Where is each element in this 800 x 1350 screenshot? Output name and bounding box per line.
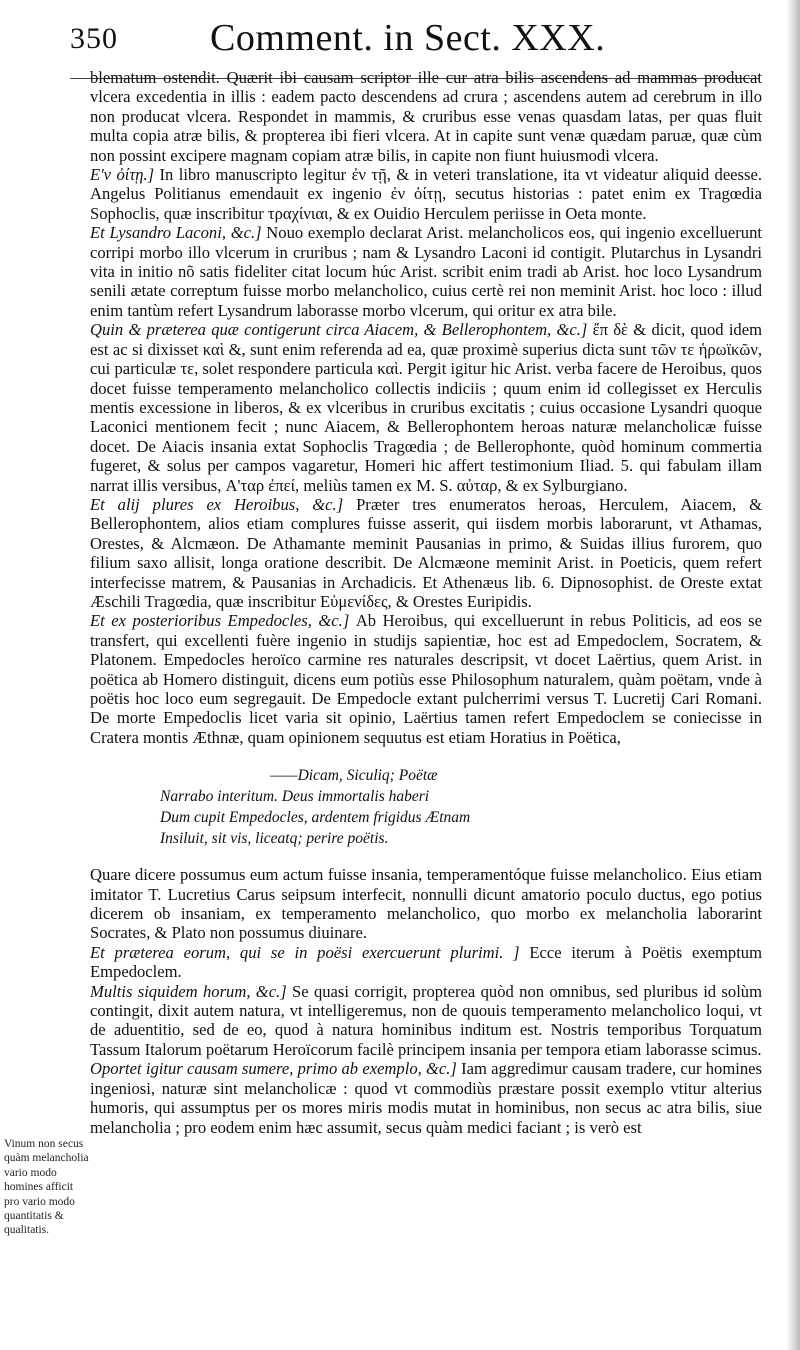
paragraph [90, 611, 762, 747]
main-text [90, 68, 762, 1137]
page-header [70, 14, 750, 66]
verse-line: Dum cupit Empedocles, ardentem frigidus Ætnam [160, 809, 471, 827]
running-title: Comment. in Sect. XXX. [210, 17, 606, 59]
verse-line: Narrabo interitum. Deus immortalis haberi [160, 788, 430, 806]
paragraph [90, 165, 762, 223]
paragraph [90, 223, 762, 320]
paragraph [90, 68, 762, 165]
lemma: Et præterea eorum, qui se in poësi exercuerunt plurimi. ] [90, 942, 530, 962]
paragraph [90, 865, 762, 943]
paragraph-text: blematum ostendit. Quærit ibi causam scriptor ille cur atra bilis ascendens ad mammas producat vlcera excedentia in illis : eadem pacto descendens ad crura ; ascendens autem ad cerebrum in illo non producat vlcera. Respondet in mammis, & cruribus esse venas quasdam latas, per quas fluit multa copia atræ bilis, & propterea ibi fieri vlcera. At in capite sunt venæ quædam paruæ, quæ cùm non possint excipere magnam copiam atræ bilis, in capite non fiunt huiusmodi vlcera. [90, 68, 762, 165]
paragraph [90, 1059, 762, 1137]
paragraph-text: Se quasi corrigit, propterea quòd non omnibus, sed pluribus id solùm contingit, dixit autem natura, vt intelligeremus, non de quouis temperamento melancholico loqui, vt de aduentitio, sed de eo, quod à natura hominibus inditum est. Nostris temporibus Torquatum Tassum Italorum poëtarum Heroïcorum facilè principem insania per tempora etiam laborasse scimus. [90, 981, 763, 1059]
paragraph [90, 982, 762, 1060]
marginal-note: Vinum non secus quàm melancholia vario modo homines afficit pro vario modo quantitatis & qualitatis. [4, 1138, 89, 1237]
lemma: Multis siquidem horum, &c.] [90, 981, 293, 1001]
lemma: Oportet igitur causam sumere, primo ab exemplo, &c.] [90, 1059, 462, 1079]
verse-line: ——Dicam, Siculiq; Poëtæ [270, 767, 438, 785]
lemma: Quin & præterea quæ contigerunt circa Aiacem, & Bellerophontem, &c.] [90, 320, 593, 340]
page-number: 350 [70, 22, 118, 55]
paragraph-text: Ab Heroibus, qui excelluerunt in rebus Politicis, ad eos se transfert, qui excellenti fuère ingenio in studijs sapientiæ, hoc est ad Empedoclem, Socratem, & Platonem. Empedocles heroïco carmine res naturales descripsit, vt docet Laërtius, quem Arist. in poëtica ab Homero distinguit, dicens eum potiùs esse Philosophum naturalem, quàm poëtam, vnde à poëtis hoc loco eum segregauit. De Empedocle extant pulcherrimi versus T. Lucretij Cari Romani. De morte Empedoclis licet varia sit opinio, Laërtius tamen refert Empedoclem se coniecisse in Cratera montis Æthnæ, quam opinionem sequutus est etiam Horatius in Poëtica, [90, 611, 762, 747]
paragraph-text: ἔπ δὲ & dicit, quod idem est ac si dixisset καὶ &, sunt enim referenda ad ea, quæ proximè superius dicta sunt τῶν τε ἡρωϊκῶν, cui particulæ τε, solet respondere particula καὶ. Pergit igitur hic Arist. verba facere de Heroibus, quos docet fuisse temperamento melancholico collectis indiciis ; quum enim id collegisset ex Herculis mentis excessione in liberos, & ex vlceribus in cruribus excitatis ; cuius occasione Lysandri quoque Laconici mentionem fecit ; nunc Aiacem, & Bellerophontem heroas naturæ melancholicæ fuisse docet. De Aiacis insania extat Sophoclis Tragœdia ; de Bellerophonte, quòd hominum commertia fugeret, & solus per campos vagaretur, Homeri hic affert testimonium Iliad. 5. qui fabulam illam narrat illis versibus, Α'ταρ ἐπεί, meliùs tamen ex M. S. αὐταρ, & ex Sylburgiano. [90, 320, 763, 495]
paragraph-text: Nouo exemplo declarat Arist. melancholicos eos, qui ingenio excelluerunt corripi morbo illo vlcerum in cruribus ; nam & Lysandro Laconi id contigit. Plutarchus in Lysandri vita in initio nõ satis fideliter citat locum húc Arist. scribit enim tradi ab Arist. hoc loco Lysandrum senili ætate correptum fuisse morbo melancholico, cuius certè rei non meminit Arist. hoc loco : illud enim tantùm refert Lysandrum laborasse morbo vlcerum, qui oritur ex atra bile. [90, 223, 762, 320]
paragraph [90, 495, 762, 611]
lemma: Et ex posterioribus Empedocles, &c.] [90, 611, 356, 631]
paragraph [90, 943, 762, 982]
paragraph-text: Iam aggredimur causam tradere, cur homines ingeniosi, naturæ sint melancholicæ : quod vt commodiùs præstare possit exemplo vtitur alterius humoris, qui assumptus per os mores miris modis mutat in hominibus, non secus ac atra bilis, siue melancholia ; pro eodem enim hæc assumit, secus quàm medici faciant ; is verò est [90, 1059, 762, 1137]
paragraph-text: Quare dicere possumus eum actum fuisse insania, temperamentóque fuisse melancholico. Eius etiam imitator T. Lucretius Carus seipsum interfecit, nonnulli dicunt amatorio poculo ductus, ego potius dicerem ob insaniam, ex temperamento melancholico, quo morbo ex melancholia laborarint Socrates, & Plato non possumus diuinare. [90, 865, 762, 943]
verse-quotation [160, 765, 762, 849]
page-edge-shadow [786, 0, 800, 1350]
paragraph-text: Ecce iterum à Poëtis exemptum Empedoclem. [90, 942, 763, 982]
lemma: Et alij plures ex Heroibus, &c.] [90, 494, 357, 514]
paragraph-text: Præter tres enumeratos heroas, Herculem, Aiacem, & Bellerophontem, alios etiam complures fuisse asserit, qui iisdem morbis laborarunt, vt Athamas, Orestes, & Alcmæon. De Athamante meminit Pausanias in primo, & Suidas illius furorem, quo filium saxo allisit, longa oratione describit. De Alcmæone meminit Arist. in Poeticis, quem refert interfecisse matrem, & Pausanias in Archadicis. Et Athenæus lib. 6. Dipnosophist. de Oreste extat Æschili Tragœdia, quæ inscribitur Εὐμενίδες, & Orestes Euripidis. [90, 494, 762, 611]
paragraph [90, 320, 762, 495]
paragraph-text: In libro manuscripto legitur ἐν τῇ, & in veteri translatione, ita vt videatur aliquid deesse. Angelus Politianus emendauit ex ingenio ἐν ὀίτῃ, secutus historias : patet enim ex Tragœdia Sophoclis, quæ inscribitur τραχίνιαι, & ex Ouidio Herculem periisse in Oeta monte. [90, 165, 762, 223]
verse-line: Insiluit, sit vis, liceatq; perire poëtis. [160, 830, 389, 848]
lemma: Ε'ν ὀίτῃ.] [90, 165, 160, 185]
lemma: Et Lysandro Laconi, &c.] [90, 223, 267, 243]
